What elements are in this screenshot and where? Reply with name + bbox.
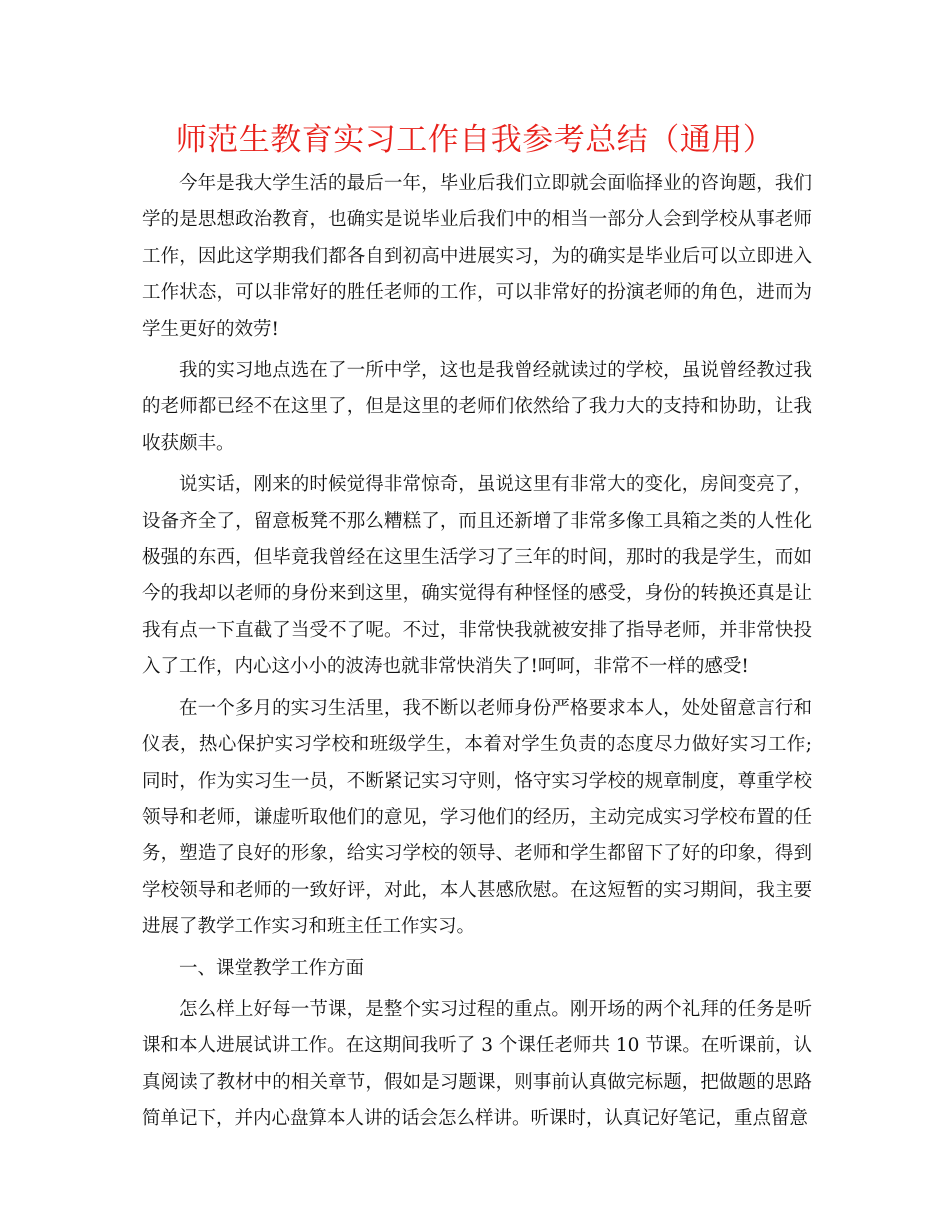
paragraph-intro: 今年是我大学生活的最后一年，毕业后我们立即就会面临择业的咨询题，我们学的是思想政治教育，也确实是说毕业后我们中的相当一部分人会到学校从事老师工作，因此这学期我们都各自到初高中进展实习，为的确实是毕业后可以立即进入工作状态，可以非常好的胜任老师的工作，可以非常好的扮演老师的角色，进而为学生更好的效劳!	[142, 173, 812, 340]
document-title: 师范生教育实习工作自我参考总结（通用）	[175, 122, 775, 158]
paragraph-internship-location: 我的实习地点选在了一所中学，这也是我曾经就读过的学校，虽说曾经教过我的老师都已经不在这里了，但是这里的老师们依然给了我力大的支持和协助，让我收获颇丰。	[142, 360, 812, 454]
paragraph-first-impression: 说实话，刚来的时候觉得非常惊奇，虽说这里有非常大的变化，房间变亮了，设备齐全了，留意板凳不那么糟糕了，而且还新增了非常多像工具箱之类的人性化极强的东西，但毕竟我曾经在这里生活学习了三年的时间，那时的我是学生，而如今的我却以老师的身份来到这里，确实觉得有种怪怪的感受，身份的转换还真是让我有点一下直截了当受不了呢。不过，非常快我就被安排了指导老师，并非常快投入了工作，内心这小小的波涛也就非常快消失了!呵呵，非常不一样的感受!	[142, 474, 812, 678]
document-body	[142, 166, 812, 1143]
paragraph-internship-life: 在一个多月的实习生活里，我不断以老师身份严格要求本人，处处留意言行和仪表，热心保护实习学校和班级学生，本着对学生负责的态度尽力做好实习工作;同时，作为实习生一员，不断紧记实习守则，恪守实习学校的规章制度，尊重学校领导和老师，谦虚听取他们的意见，学习他们的经历，主动完成实习学校布置的任务，塑造了良好的形象，给实习学校的领导、老师和学生都留下了好的印象，得到学校领导和老师的一致好评，对此，本人甚感欣慰。在这短暂的实习期间，我主要进展了教学工作实习和班主任工作实习。	[142, 697, 812, 938]
paragraph-classroom-teaching: 怎么样上好每一节课，是整个实习过程的重点。刚开场的两个礼拜的任务是听课和本人进展试讲工作。在这期间我听了 3 个课任老师共 10 节课。在听课前，认真阅读了教材中的相关章节，假如是习题课，则事前认真做完标题，把做题的思路简单记下，并内心盘算本人讲的话会怎么样讲。听课时，认真记好笔记，重点留意	[142, 998, 812, 1130]
section-heading-classroom-teaching: 一、课堂教学工作方面	[179, 957, 365, 979]
